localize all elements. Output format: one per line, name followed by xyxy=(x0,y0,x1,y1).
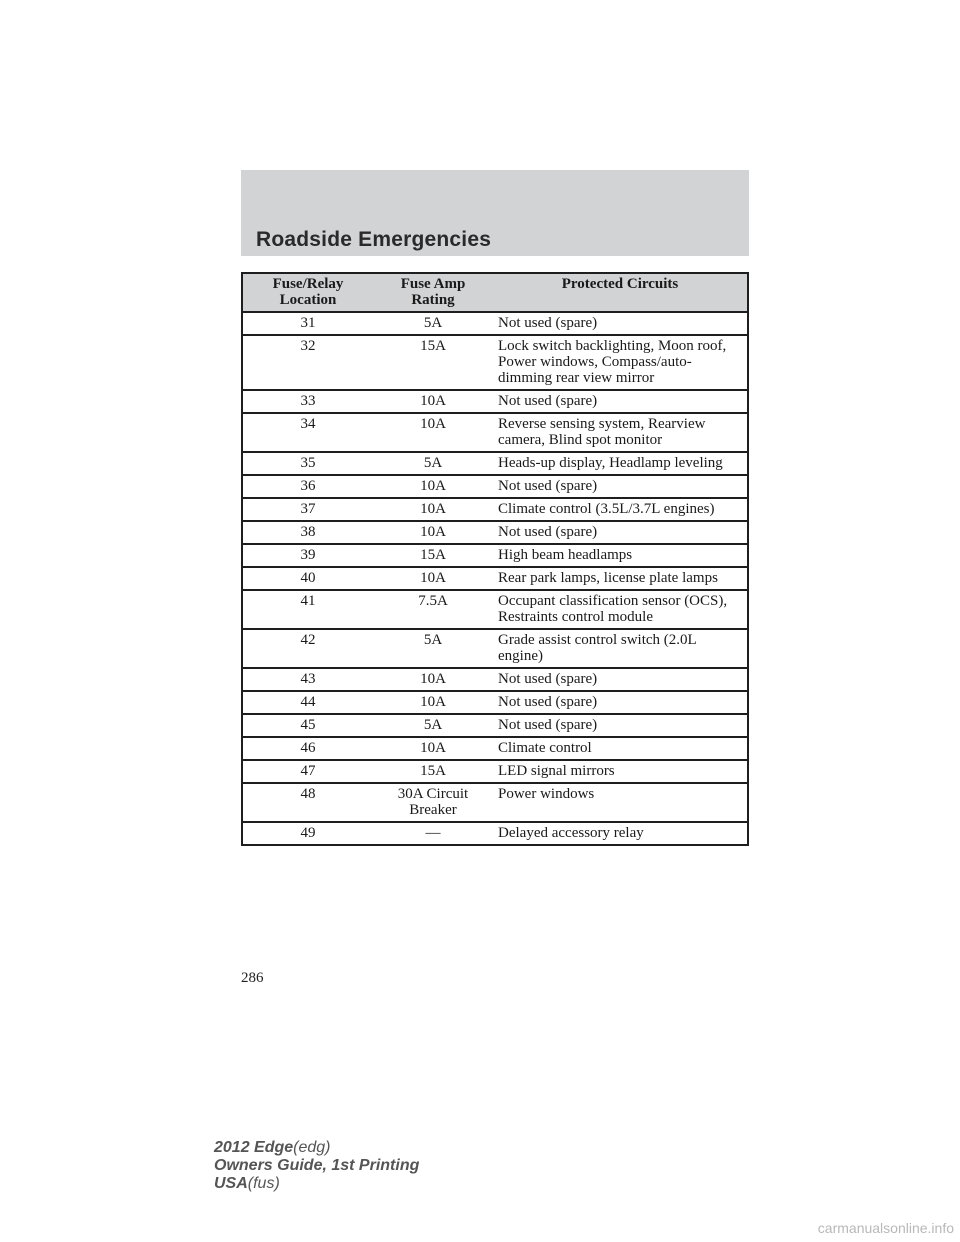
cell-amp-rating: 10A xyxy=(373,498,493,521)
cell-location: 38 xyxy=(242,521,373,544)
cell-location: 44 xyxy=(242,691,373,714)
footer-market: USA xyxy=(214,1175,248,1192)
table-row xyxy=(242,413,748,452)
table-row xyxy=(242,590,748,629)
cell-location: 41 xyxy=(242,590,373,629)
cell-protected-circuits: Climate control xyxy=(493,737,748,760)
cell-amp-rating: 5A xyxy=(373,312,493,335)
footer-printing: Owners Guide, 1st Printing xyxy=(214,1157,420,1174)
footer-imprint xyxy=(214,1139,419,1193)
cell-protected-circuits: Lock switch backlighting, Moon roof, Power windows, Compass/auto-dimming rear view mirror xyxy=(493,335,748,390)
page-number: 286 xyxy=(241,970,264,986)
cell-protected-circuits: Occupant classification sensor (OCS), Restraints control module xyxy=(493,590,748,629)
cell-location: 35 xyxy=(242,452,373,475)
cell-amp-rating: 30A Circuit Breaker xyxy=(373,783,493,822)
cell-location: 39 xyxy=(242,544,373,567)
table-row xyxy=(242,760,748,783)
cell-protected-circuits: Not used (spare) xyxy=(493,691,748,714)
footer-market-code: (fus) xyxy=(247,1175,280,1192)
cell-protected-circuits: Reverse sensing system, Rearview camera, Blind spot monitor xyxy=(493,413,748,452)
table-row xyxy=(242,452,748,475)
cell-location: 34 xyxy=(242,413,373,452)
cell-protected-circuits: Not used (spare) xyxy=(493,668,748,691)
table-row xyxy=(242,668,748,691)
cell-location: 33 xyxy=(242,390,373,413)
cell-protected-circuits: Rear park lamps, license plate lamps xyxy=(493,567,748,590)
cell-protected-circuits: Grade assist control switch (2.0L engine) xyxy=(493,629,748,668)
table-row xyxy=(242,691,748,714)
cell-location: 32 xyxy=(242,335,373,390)
fuse-table xyxy=(241,272,749,846)
cell-amp-rating: 10A xyxy=(373,737,493,760)
cell-amp-rating: 10A xyxy=(373,567,493,590)
cell-amp-rating: 15A xyxy=(373,760,493,783)
watermark: carmanualsonline.info xyxy=(817,1220,954,1236)
footer-line-3 xyxy=(214,1175,419,1193)
cell-amp-rating: 5A xyxy=(373,714,493,737)
cell-location: 36 xyxy=(242,475,373,498)
table-row xyxy=(242,737,748,760)
table-row xyxy=(242,498,748,521)
cell-location: 40 xyxy=(242,567,373,590)
cell-protected-circuits: Power windows xyxy=(493,783,748,822)
cell-amp-rating: — xyxy=(373,822,493,845)
table-row xyxy=(242,629,748,668)
cell-location: 31 xyxy=(242,312,373,335)
cell-location: 42 xyxy=(242,629,373,668)
cell-location: 43 xyxy=(242,668,373,691)
cell-location: 47 xyxy=(242,760,373,783)
footer-model: 2012 Edge xyxy=(214,1139,294,1156)
cell-amp-rating: 15A xyxy=(373,335,493,390)
table-row xyxy=(242,335,748,390)
cell-protected-circuits: Not used (spare) xyxy=(493,475,748,498)
column-header-location: Fuse/Relay Location xyxy=(242,273,373,312)
cell-amp-rating: 10A xyxy=(373,668,493,691)
table-row xyxy=(242,312,748,335)
footer-line-1 xyxy=(214,1139,419,1157)
footer-model-code: (edg) xyxy=(293,1139,331,1156)
cell-protected-circuits: Delayed accessory relay xyxy=(493,822,748,845)
cell-protected-circuits: Not used (spare) xyxy=(493,390,748,413)
table-row xyxy=(242,475,748,498)
table-header-row xyxy=(242,273,748,312)
cell-amp-rating: 10A xyxy=(373,691,493,714)
cell-location: 45 xyxy=(242,714,373,737)
table-row xyxy=(242,822,748,845)
cell-amp-rating: 10A xyxy=(373,475,493,498)
cell-protected-circuits: LED signal mirrors xyxy=(493,760,748,783)
table-row xyxy=(242,567,748,590)
cell-amp-rating: 5A xyxy=(373,452,493,475)
cell-protected-circuits: Not used (spare) xyxy=(493,714,748,737)
fuse-table-body xyxy=(242,312,748,845)
cell-protected-circuits: High beam headlamps xyxy=(493,544,748,567)
cell-protected-circuits: Not used (spare) xyxy=(493,521,748,544)
cell-protected-circuits: Climate control (3.5L/3.7L engines) xyxy=(493,498,748,521)
cell-amp-rating: 10A xyxy=(373,413,493,452)
cell-amp-rating: 7.5A xyxy=(373,590,493,629)
table-row xyxy=(242,521,748,544)
cell-location: 46 xyxy=(242,737,373,760)
cell-protected-circuits: Heads-up display, Headlamp leveling xyxy=(493,452,748,475)
cell-amp-rating: 10A xyxy=(373,390,493,413)
section-title: Roadside Emergencies xyxy=(256,228,492,251)
table-row xyxy=(242,544,748,567)
cell-location: 37 xyxy=(242,498,373,521)
table-row xyxy=(242,390,748,413)
column-header-amp-rating: Fuse Amp Rating xyxy=(373,273,493,312)
footer-line-2 xyxy=(214,1157,419,1175)
cell-amp-rating: 10A xyxy=(373,521,493,544)
table-row xyxy=(242,714,748,737)
cell-location: 48 xyxy=(242,783,373,822)
cell-amp-rating: 15A xyxy=(373,544,493,567)
cell-amp-rating: 5A xyxy=(373,629,493,668)
cell-protected-circuits: Not used (spare) xyxy=(493,312,748,335)
table-row xyxy=(242,783,748,822)
cell-location: 49 xyxy=(242,822,373,845)
column-header-protected-circuits: Protected Circuits xyxy=(493,273,748,312)
